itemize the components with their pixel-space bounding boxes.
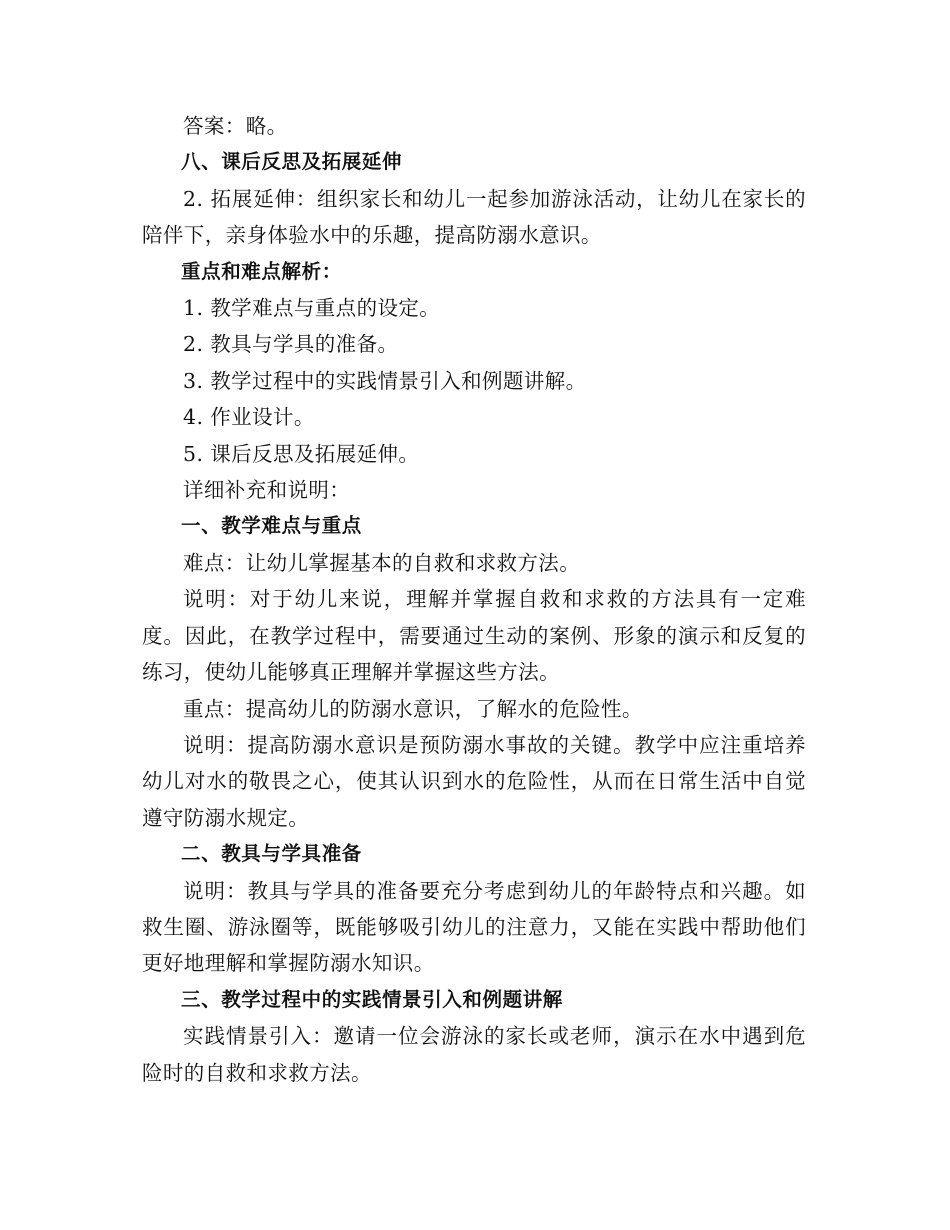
answer-line: 答案：略。 (183, 114, 288, 138)
extension-paragraph: 2. 拓展延伸：组织家长和幼儿一起参加游泳活动，让幼儿在家长的陪伴下，亲身体验水中的乐趣，提高防溺水意识。 (142, 186, 806, 248)
focus-explanation: 说明：提高防溺水意识是预防溺水事故的关键。教学中应注重培养幼儿对水的敬畏之心，使其认识到水的危险性，从而在日常生活中自觉遵守防溺水规定。 (142, 732, 806, 830)
list-item-5: 5. 课后反思及拓展延伸。 (183, 441, 420, 466)
difficulty-explanation: 说明：对于幼儿来说，理解并掌握自救和求救的方法具有一定难度。因此，在教学过程中，需要通过生动的案例、形象的演示和反复的练习，使幼儿能够真正理解并掌握这些方法。 (142, 587, 806, 685)
key-points-heading: 重点和难点解析： (181, 259, 342, 283)
focus-paragraph: 重点：提高幼儿的防溺水意识，了解水的危险性。 (183, 696, 643, 721)
section-heading-2: 二、教具与学具准备 (181, 842, 362, 866)
details-intro: 详细补充和说明： (183, 478, 351, 503)
difficulty-paragraph: 难点：让幼儿掌握基本的自救和求救方法。 (183, 550, 581, 575)
section-heading-8: 八、课后反思及拓展延伸 (181, 150, 403, 174)
section-heading-3: 三、教学过程中的实践情景引入和例题讲解 (181, 987, 563, 1011)
list-item-3: 3. 教学过程中的实践情景引入和例题讲解。 (183, 368, 587, 393)
list-item-4: 4. 作业设计。 (183, 405, 315, 430)
list-item-1: 1. 教学难点与重点的设定。 (183, 296, 441, 321)
materials-explanation: 说明：教具与学具的准备要充分考虑到幼儿的年龄特点和兴趣。如救生圈、游泳圈等，既能够吸引幼儿的注意力，又能在实践中帮助他们更好地理解和掌握防溺水知识。 (142, 878, 806, 976)
list-item-2: 2. 教具与学具的准备。 (183, 332, 399, 357)
document-page (142, 108, 806, 1091)
section-heading-1: 一、教学难点与重点 (181, 514, 362, 538)
scenario-paragraph: 实践情景引入：邀请一位会游泳的家长或老师，演示在水中遇到危险时的自救和求救方法。 (142, 1024, 806, 1085)
